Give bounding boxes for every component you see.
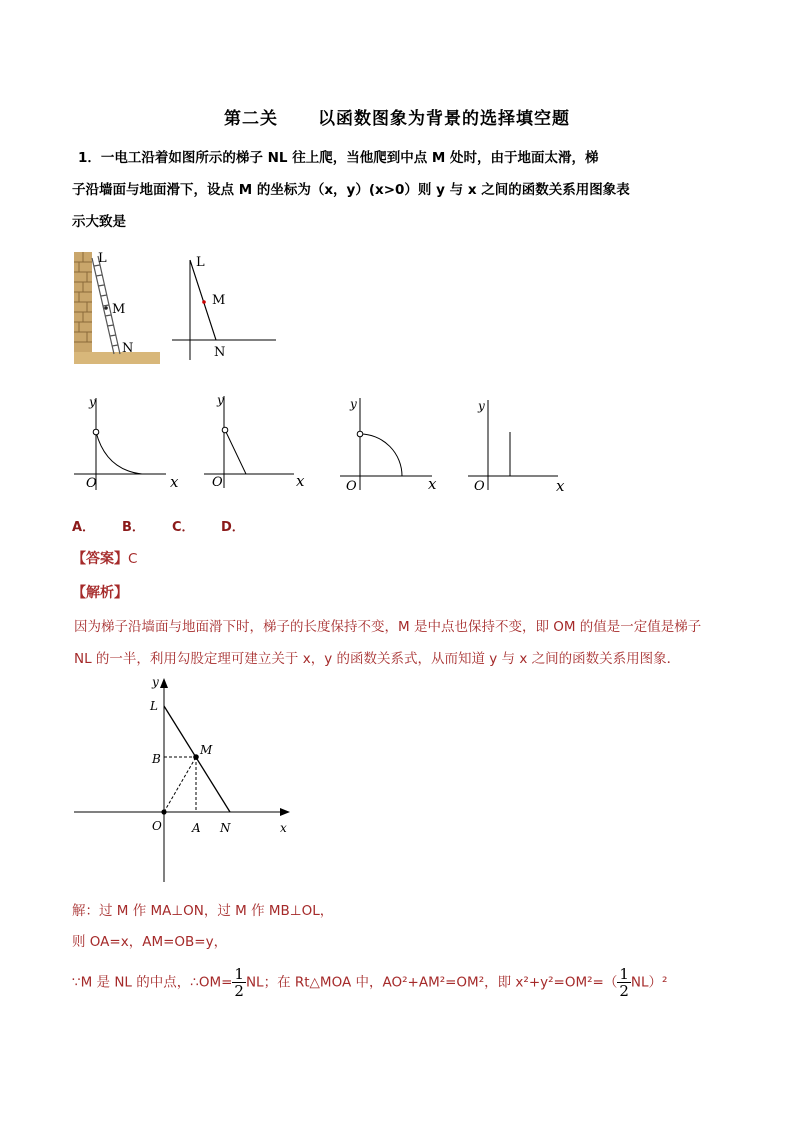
label-L: L: [98, 251, 107, 266]
sol-label-O: O: [152, 819, 162, 833]
diagram-label-N: N: [214, 345, 226, 360]
graph-a-y-label: y: [89, 395, 96, 409]
sol-label-B: B: [152, 752, 161, 766]
fraction-1-numerator: 1: [234, 965, 244, 983]
option-graph-c: [336, 392, 448, 494]
sol-label-y: y: [152, 675, 159, 689]
question-line-2: 子沿墙面与地面滑下，设点 M 的坐标为（x，y）(x>0）则 y 与 x 之间的函数关系用图象表: [72, 182, 630, 198]
solution-line-3-a: ∵M 是 NL 的中点，∴OM=: [72, 974, 233, 991]
graph-b-x-label: x: [296, 472, 305, 490]
sol-label-x: x: [280, 821, 287, 835]
ladder-wall-illustration: [74, 250, 162, 368]
graph-d-x-label: x: [556, 477, 565, 494]
solution-line-1: 解：过 M 作 MA⊥ON，过 M 作 MB⊥OL，: [72, 903, 334, 919]
title-part1: 第二关: [224, 109, 278, 129]
answer-tag: 【答案】: [72, 551, 128, 567]
analysis-tag: 【解析】: [72, 585, 128, 601]
answer-line: [72, 548, 137, 568]
graph-d-origin: O: [474, 479, 485, 494]
option-graph-d: [466, 392, 578, 494]
page-title: [0, 104, 794, 129]
fraction-one-half-2: [617, 966, 631, 999]
title-part2: 以函数图象为背景的选择填空题: [318, 109, 570, 129]
analysis-line-1: 因为梯子沿墙面与地面滑下时，梯子的长度保持不变，M 是中点也保持不变，即 OM 的值是一定值是梯子: [74, 619, 702, 635]
sol-label-M: M: [200, 743, 213, 757]
graph-c-x-label: x: [428, 475, 437, 493]
solution-line-3-b: NL；在 Rt△MOA 中，AO²+AM²=OM²，即 x²+y²=OM²=（: [245, 974, 618, 991]
ground: [74, 352, 160, 364]
question-line-1: 1．一电工沿着如图所示的梯子 NL 往上爬，当他爬到中点 M 处时，由于地面太滑，梯: [78, 150, 599, 166]
option-d-label: D．: [221, 520, 245, 535]
sol-label-A: A: [192, 821, 201, 835]
diagram-label-M: M: [212, 293, 226, 308]
graph-d-y-label: y: [478, 399, 485, 413]
label-M: M: [112, 302, 126, 317]
fraction-one-half-1: [232, 966, 246, 999]
graph-a-x-label: x: [170, 473, 179, 491]
graph-b-origin: O: [212, 475, 223, 490]
solution-line-3-c: NL）²: [630, 974, 668, 991]
graph-b-y-label: y: [217, 393, 224, 407]
ladder-diagram: [168, 248, 280, 362]
sol-label-L: L: [150, 699, 158, 713]
analysis-line-2: NL 的一半，利用勾股定理可建立关于 x，y 的函数关系式，从而知道 y 与 x 之间的函数关系用图象．: [74, 651, 681, 667]
option-graph-b: [200, 390, 312, 492]
solution-figure: [72, 672, 298, 884]
option-c-label: C．: [172, 520, 195, 535]
graph-c-y-label: y: [350, 397, 357, 411]
fraction-2-denominator: 2: [619, 982, 629, 1000]
question-line-3: 示大致是: [72, 214, 126, 230]
brick-wall: [74, 252, 92, 356]
fraction-2-numerator: 1: [619, 965, 629, 983]
answer-value: C: [128, 551, 138, 567]
option-graph-a: [72, 392, 184, 494]
label-N: N: [122, 341, 134, 356]
option-b-label: B．: [122, 520, 145, 535]
graph-c-origin: O: [346, 479, 357, 494]
sol-label-N: N: [220, 821, 231, 835]
solution-line-3: [72, 966, 667, 999]
graph-a-origin: O: [86, 476, 97, 491]
solution-line-2: 则 OA=x，AM=OB=y，: [72, 934, 228, 950]
fraction-1-denominator: 2: [234, 982, 244, 1000]
diagram-label-L: L: [196, 255, 205, 270]
option-a-label: A．: [72, 520, 96, 535]
